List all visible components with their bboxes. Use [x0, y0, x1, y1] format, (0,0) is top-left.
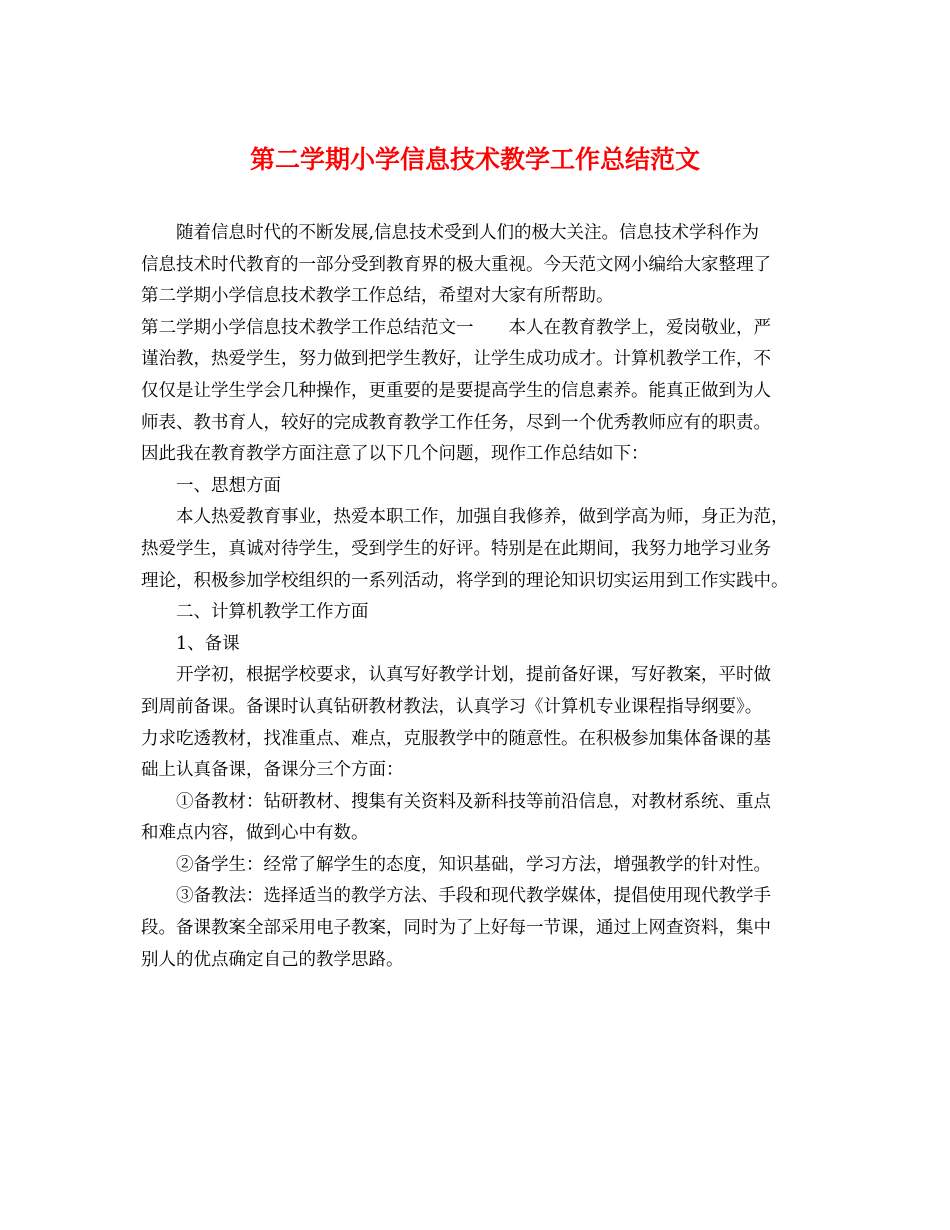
paragraph-line: 谨治教，热爱学生，努力做到把学生教好，让学生成功成才。计算机教学工作，不: [141, 349, 771, 370]
paragraph-line: 第二学期小学信息技术教学工作总结，希望对大家有所帮助。: [141, 286, 614, 307]
paragraph-line: 第二学期小学信息技术教学工作总结范文一 本人在教育教学上，爱岗敬业，严: [141, 317, 771, 338]
section-heading: 二、计算机教学工作方面: [176, 602, 369, 623]
paragraph-line: 力求吃透教材，找准重点、难点，克服教学中的随意性。在积极参加集体备课的基: [141, 728, 771, 749]
document-title: 第二学期小学信息技术教学工作总结范文: [249, 145, 700, 174]
paragraph-line: 础上认真备课，备课分三个方面：: [141, 760, 404, 781]
paragraph-line: 开学初，根据学校要求，认真写好教学计划，提前备好课，写好教案，平时做: [176, 665, 771, 686]
list-item-line: ①备教材：钻研教材、搜集有关资料及新科技等前沿信息，对教材系统、重点: [176, 791, 771, 812]
paragraph-line: 段。备课教案全部采用电子教案，同时为了上好每一节课，通过上网查资料，集中: [141, 918, 771, 939]
paragraph-line: 本人热爱教育事业，热爱本职工作，加强自我修养，做到学高为师，身正为范，: [176, 507, 789, 528]
list-item-line: ③备教法：选择适当的教学方法、手段和现代教学媒体，提倡使用现代教学手: [176, 886, 771, 907]
paragraph-line: 因此我在教育教学方面注意了以下几个问题，现作工作总结如下：: [141, 444, 649, 465]
paragraph-line: 热爱学生，真诚对待学生，受到学生的好评。特别是在此期间，我努力地学习业务: [141, 538, 771, 559]
paragraph-line: 和难点内容，做到心中有数。: [141, 823, 369, 844]
document-body: [141, 218, 816, 976]
paragraph-line: 师表、教书育人，较好的完成教育教学工作任务，尽到一个优秀教师应有的职责。: [141, 412, 771, 433]
paragraph-line: 别人的优点确定自己的教学思路。: [141, 949, 404, 970]
paragraph-line: 到周前备课。备课时认真钻研教材教法，认真学习《计算机专业课程指导纲要》。: [141, 696, 763, 717]
list-item-line: ②备学生：经常了解学生的态度，知识基础，学习方法，增强教学的针对性。: [176, 854, 771, 875]
paragraph-line: 仅仅是让学生学会几种操作，更重要的是要提高学生的信息素养。能真正做到为人: [141, 380, 771, 401]
subsection-heading: 1、备课: [176, 633, 240, 654]
section-heading: 一、思想方面: [176, 475, 281, 496]
paragraph-line: 信息技术时代教育的一部分受到教育界的极大重视。今天范文网小编给大家整理了: [141, 254, 771, 275]
paragraph-line: 随着信息时代的不断发展,信息技术受到人们的极大关注。信息技术学科作为: [176, 223, 760, 243]
paragraph-line: 理论，积极参加学校组织的一系列活动，将学到的理论知识切实运用到工作实践中。: [141, 570, 789, 591]
